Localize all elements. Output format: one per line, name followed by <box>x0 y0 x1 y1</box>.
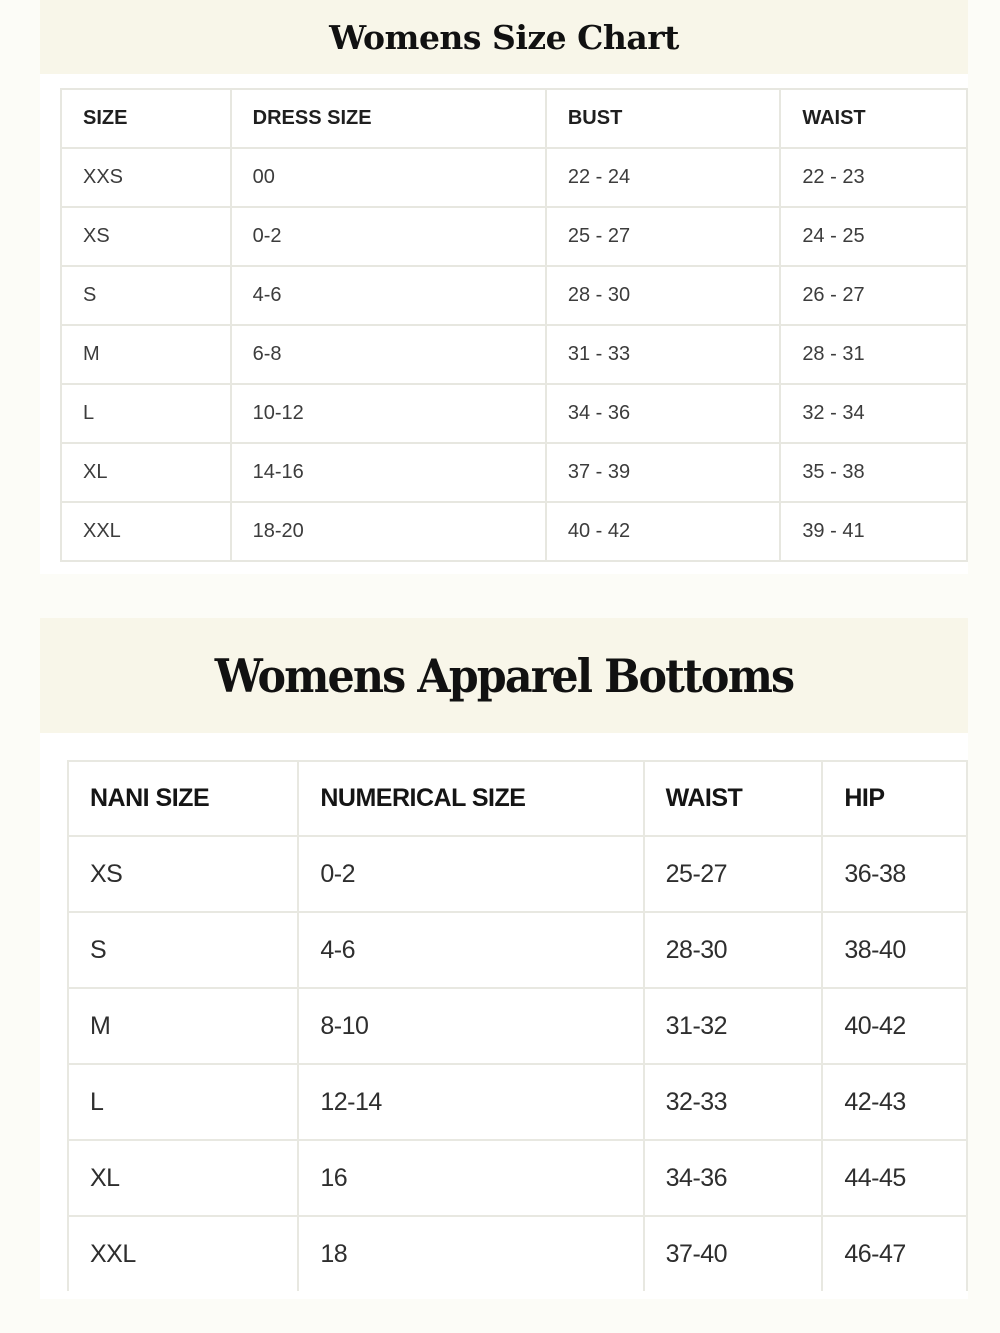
size-cell: XXS <box>61 148 231 207</box>
waist-cell: 35 - 38 <box>780 443 967 502</box>
bust-cell: 22 - 24 <box>546 148 780 207</box>
nani-size-cell: XXL <box>68 1216 298 1291</box>
bust-cell: 28 - 30 <box>546 266 780 325</box>
waist-cell: 26 - 27 <box>780 266 967 325</box>
table-header-row <box>61 89 967 148</box>
bottoms-chart-panel <box>40 733 968 1299</box>
hip-cell: 42-43 <box>822 1064 967 1140</box>
dress-size-cell: 00 <box>231 148 546 207</box>
size-cell: XXL <box>61 502 231 561</box>
table-row <box>68 1064 967 1140</box>
waist-cell: 31-32 <box>644 988 823 1064</box>
column-header-waist: WAIST <box>780 89 967 148</box>
nani-size-cell: XS <box>68 836 298 912</box>
waist-cell: 37-40 <box>644 1216 823 1291</box>
numerical-size-cell: 18 <box>298 1216 643 1291</box>
bust-cell: 37 - 39 <box>546 443 780 502</box>
bust-cell: 31 - 33 <box>546 325 780 384</box>
bottoms-chart-title: Womens Apparel Bottoms <box>214 648 794 703</box>
table-row <box>68 1216 967 1291</box>
waist-cell: 28 - 31 <box>780 325 967 384</box>
hip-cell: 40-42 <box>822 988 967 1064</box>
column-header-size: SIZE <box>61 89 231 148</box>
table-row <box>68 836 967 912</box>
waist-cell: 24 - 25 <box>780 207 967 266</box>
hip-cell: 38-40 <box>822 912 967 988</box>
dress-size-cell: 10-12 <box>231 384 546 443</box>
bottoms-chart-header <box>40 618 968 733</box>
bust-cell: 40 - 42 <box>546 502 780 561</box>
waist-cell: 28-30 <box>644 912 823 988</box>
waist-cell: 32-33 <box>644 1064 823 1140</box>
dress-size-cell: 6-8 <box>231 325 546 384</box>
size-cell: XS <box>61 207 231 266</box>
table-row <box>61 266 967 325</box>
hip-cell: 36-38 <box>822 836 967 912</box>
waist-cell: 22 - 23 <box>780 148 967 207</box>
numerical-size-cell: 4-6 <box>298 912 643 988</box>
table-row <box>68 1140 967 1216</box>
bust-cell: 34 - 36 <box>546 384 780 443</box>
table-row <box>68 988 967 1064</box>
table-row <box>61 502 967 561</box>
column-header-dress-size: DRESS SIZE <box>231 89 546 148</box>
bust-cell: 25 - 27 <box>546 207 780 266</box>
column-header-hip: HIP <box>822 761 967 836</box>
size-cell: XL <box>61 443 231 502</box>
bottoms-chart-table <box>67 760 968 1291</box>
table-row <box>61 148 967 207</box>
waist-cell: 39 - 41 <box>780 502 967 561</box>
column-header-bust: BUST <box>546 89 780 148</box>
nani-size-cell: M <box>68 988 298 1064</box>
hip-cell: 44-45 <box>822 1140 967 1216</box>
column-header-waist: WAIST <box>644 761 823 836</box>
size-chart-table <box>60 88 968 562</box>
column-header-numerical-size: NUMERICAL SIZE <box>298 761 643 836</box>
nani-size-cell: S <box>68 912 298 988</box>
table-row <box>61 384 967 443</box>
dress-size-cell: 18-20 <box>231 502 546 561</box>
dress-size-cell: 14-16 <box>231 443 546 502</box>
table-row <box>61 207 967 266</box>
table-row <box>61 325 967 384</box>
size-chart-title: Womens Size Chart <box>329 17 679 57</box>
size-chart-header <box>40 0 968 74</box>
numerical-size-cell: 8-10 <box>298 988 643 1064</box>
table-header-row <box>68 761 967 836</box>
size-chart-panel <box>40 74 968 574</box>
column-header-nani-size: NANI SIZE <box>68 761 298 836</box>
size-cell: S <box>61 266 231 325</box>
table-row <box>68 912 967 988</box>
size-cell: M <box>61 325 231 384</box>
hip-cell: 46-47 <box>822 1216 967 1291</box>
dress-size-cell: 4-6 <box>231 266 546 325</box>
numerical-size-cell: 0-2 <box>298 836 643 912</box>
waist-cell: 25-27 <box>644 836 823 912</box>
table-row <box>61 443 967 502</box>
dress-size-cell: 0-2 <box>231 207 546 266</box>
numerical-size-cell: 16 <box>298 1140 643 1216</box>
nani-size-cell: L <box>68 1064 298 1140</box>
size-cell: L <box>61 384 231 443</box>
waist-cell: 34-36 <box>644 1140 823 1216</box>
nani-size-cell: XL <box>68 1140 298 1216</box>
numerical-size-cell: 12-14 <box>298 1064 643 1140</box>
waist-cell: 32 - 34 <box>780 384 967 443</box>
